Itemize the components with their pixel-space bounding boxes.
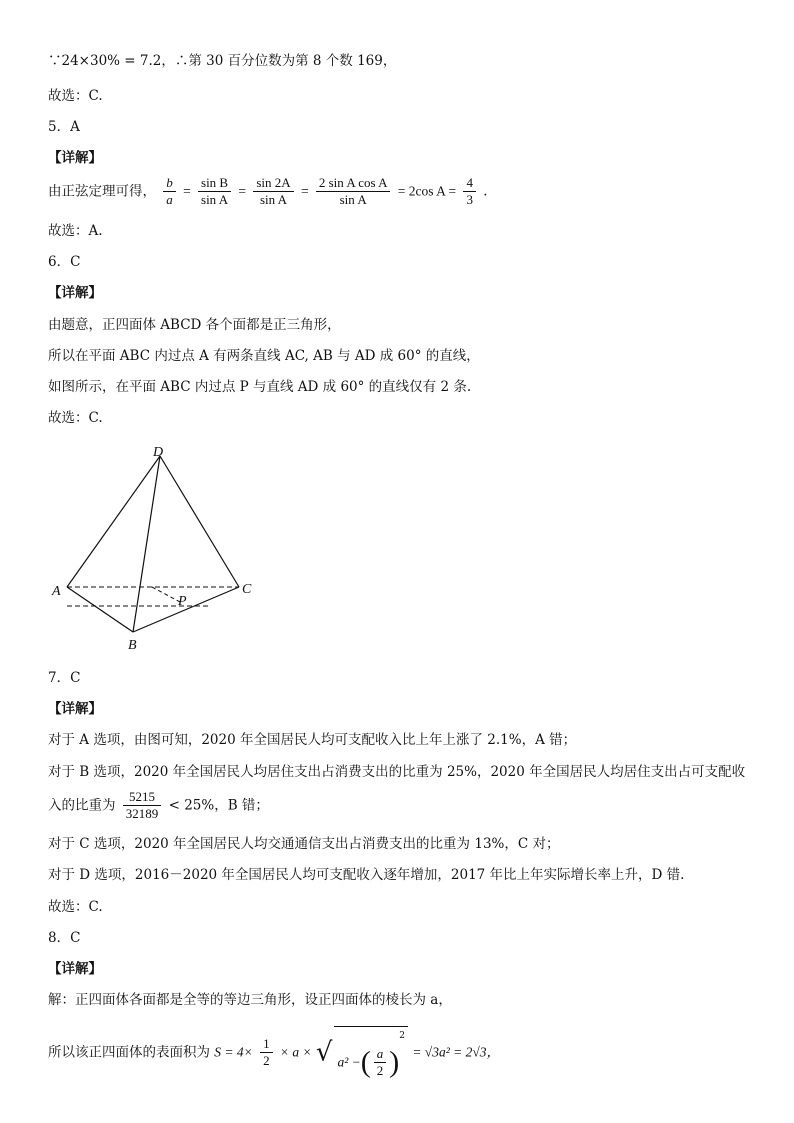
text-line: [48, 347, 480, 365]
text-line: [48, 763, 745, 781]
point-label-P: P: [178, 594, 187, 609]
denominator: 2: [376, 1063, 384, 1078]
question-number: [48, 253, 80, 271]
line-text: 故选：C.: [48, 899, 103, 915]
radicand: [334, 1026, 408, 1079]
text-line: [48, 898, 103, 916]
line-text: 【详解】: [48, 701, 102, 717]
denominator: sin A: [339, 192, 367, 207]
line-text: 对于 D 选项，2016－2020 年全国居民人均可支配收入逐年增加，2017 年比上年实际增长率上升，D 错.: [48, 867, 685, 883]
formula-line: [48, 1026, 500, 1079]
denominator: sin A: [201, 192, 229, 207]
vertex-label-C: C: [242, 582, 252, 597]
edge-DA: [67, 456, 160, 587]
vertex-label-A: A: [52, 584, 61, 599]
fraction: [198, 175, 231, 208]
line-text: 故选：A.: [48, 223, 103, 239]
fraction: [374, 1046, 387, 1079]
line-text: 对于 C 选项，2020 年全国居民人均交通通信支出占消费支出的比重为 13%，C 对；: [48, 836, 560, 852]
text-line: [48, 991, 452, 1009]
fraction: [163, 175, 176, 208]
formula-text: a² −: [337, 1054, 361, 1070]
text-line: [48, 87, 103, 105]
denominator: 3: [466, 192, 473, 207]
formula-text: .: [483, 183, 488, 200]
line-text: 7．C: [48, 670, 81, 686]
text-line: [48, 378, 471, 396]
vertex-label-B: B: [128, 638, 137, 653]
numerator: sin 2A: [253, 175, 293, 192]
paren: (: [360, 1045, 371, 1079]
line-text: ∵24×30% = 7.2，∴第 30 百分位数为第 8 个数 169，: [48, 53, 397, 69]
numerator: sin B: [198, 175, 231, 192]
line-text: 5．A: [48, 119, 80, 135]
line-text: 【详解】: [48, 285, 102, 301]
text-line: [48, 316, 341, 334]
formula-text: S = 4×: [214, 1044, 253, 1060]
text-line: [48, 222, 103, 240]
numerator: 1: [260, 1036, 273, 1053]
numerator: b: [163, 175, 176, 192]
numerator: 5215: [123, 789, 162, 806]
line-text: 【详解】: [48, 961, 102, 977]
line-text: 所以该正四面体的表面积为: [48, 1044, 210, 1061]
formula-text: × a ×: [279, 1044, 312, 1060]
section-heading: [48, 700, 102, 718]
section-heading: [48, 149, 102, 167]
section-heading: [48, 960, 102, 978]
equals-sign: =: [183, 183, 191, 199]
formula-text: < 25%，B 错；: [168, 797, 269, 814]
line-text: 故选：C.: [48, 410, 103, 426]
exponent: 2: [399, 1031, 406, 1041]
fraction: [463, 175, 476, 208]
text-line: [48, 409, 103, 427]
denominator: 2: [263, 1053, 270, 1068]
equals-sign: =: [300, 183, 309, 199]
line-text: 入的比重为: [48, 797, 116, 814]
formula-text: = 2cos A =: [397, 183, 457, 199]
text-line: [48, 731, 576, 749]
fraction: [123, 789, 162, 822]
question-number: [48, 929, 80, 947]
line-text: 所以在平面 ABC 内过点 A 有两条直线 AC, AB 与 AD 成 60° 的直线，: [48, 348, 480, 364]
numerator: a: [374, 1046, 387, 1063]
line-text: 8．C: [48, 930, 81, 946]
line-text: 对于 B 选项，2020 年全国居民人均居住支出占消费支出的比重为 25%，2020 年全国居民人均居住支出占可支配收: [48, 764, 746, 780]
numerator: 2 sin A cos A: [316, 175, 391, 192]
line-text: 如图所示，在平面 ABC 内过点 P 与直线 AD 成 60° 的直线仅有 2 条.: [48, 379, 472, 395]
question-number: [48, 118, 80, 136]
formula-line: [48, 789, 269, 822]
denominator: a: [166, 192, 173, 207]
section-heading: [48, 284, 102, 302]
formula-line: [48, 175, 488, 208]
line-text: 6．C: [48, 254, 81, 270]
line-text: 对于 A 选项，由图可知，2020 年全国居民人均可支配收入比上年上涨了 2.1%，A 错；: [48, 732, 577, 748]
segment-P-hidden: [152, 587, 180, 602]
line-text: 由题意，正四面体 ABCD 各个面都是正三角形，: [48, 317, 341, 333]
line-text: 解：正四面体各面都是全等的等边三角形，设正四面体的棱长为 a，: [48, 992, 452, 1008]
denominator: sin A: [259, 192, 288, 207]
line-text: 【详解】: [48, 150, 102, 166]
formula-text: = √3a² = 2√3，: [412, 1044, 501, 1060]
denominator: 32189: [125, 806, 159, 821]
vertex-label-D: D: [153, 445, 164, 460]
radical-sign: √: [315, 1037, 333, 1068]
line-text: 故选：C.: [48, 88, 103, 104]
edge-AB: [67, 587, 133, 632]
text-line: [48, 866, 684, 884]
question-number: [48, 669, 80, 687]
numerator: 4: [463, 175, 476, 192]
fraction: [260, 1036, 273, 1069]
line-text: 由正弦定理可得，: [48, 183, 156, 200]
text-line: [48, 52, 396, 70]
fraction: [316, 175, 391, 208]
equals-sign: =: [238, 183, 247, 199]
text-line: [48, 835, 559, 853]
fraction: [253, 175, 293, 208]
paren: ): [389, 1045, 400, 1079]
tetrahedron-figure: [40, 440, 270, 655]
edge-DC: [160, 456, 239, 587]
